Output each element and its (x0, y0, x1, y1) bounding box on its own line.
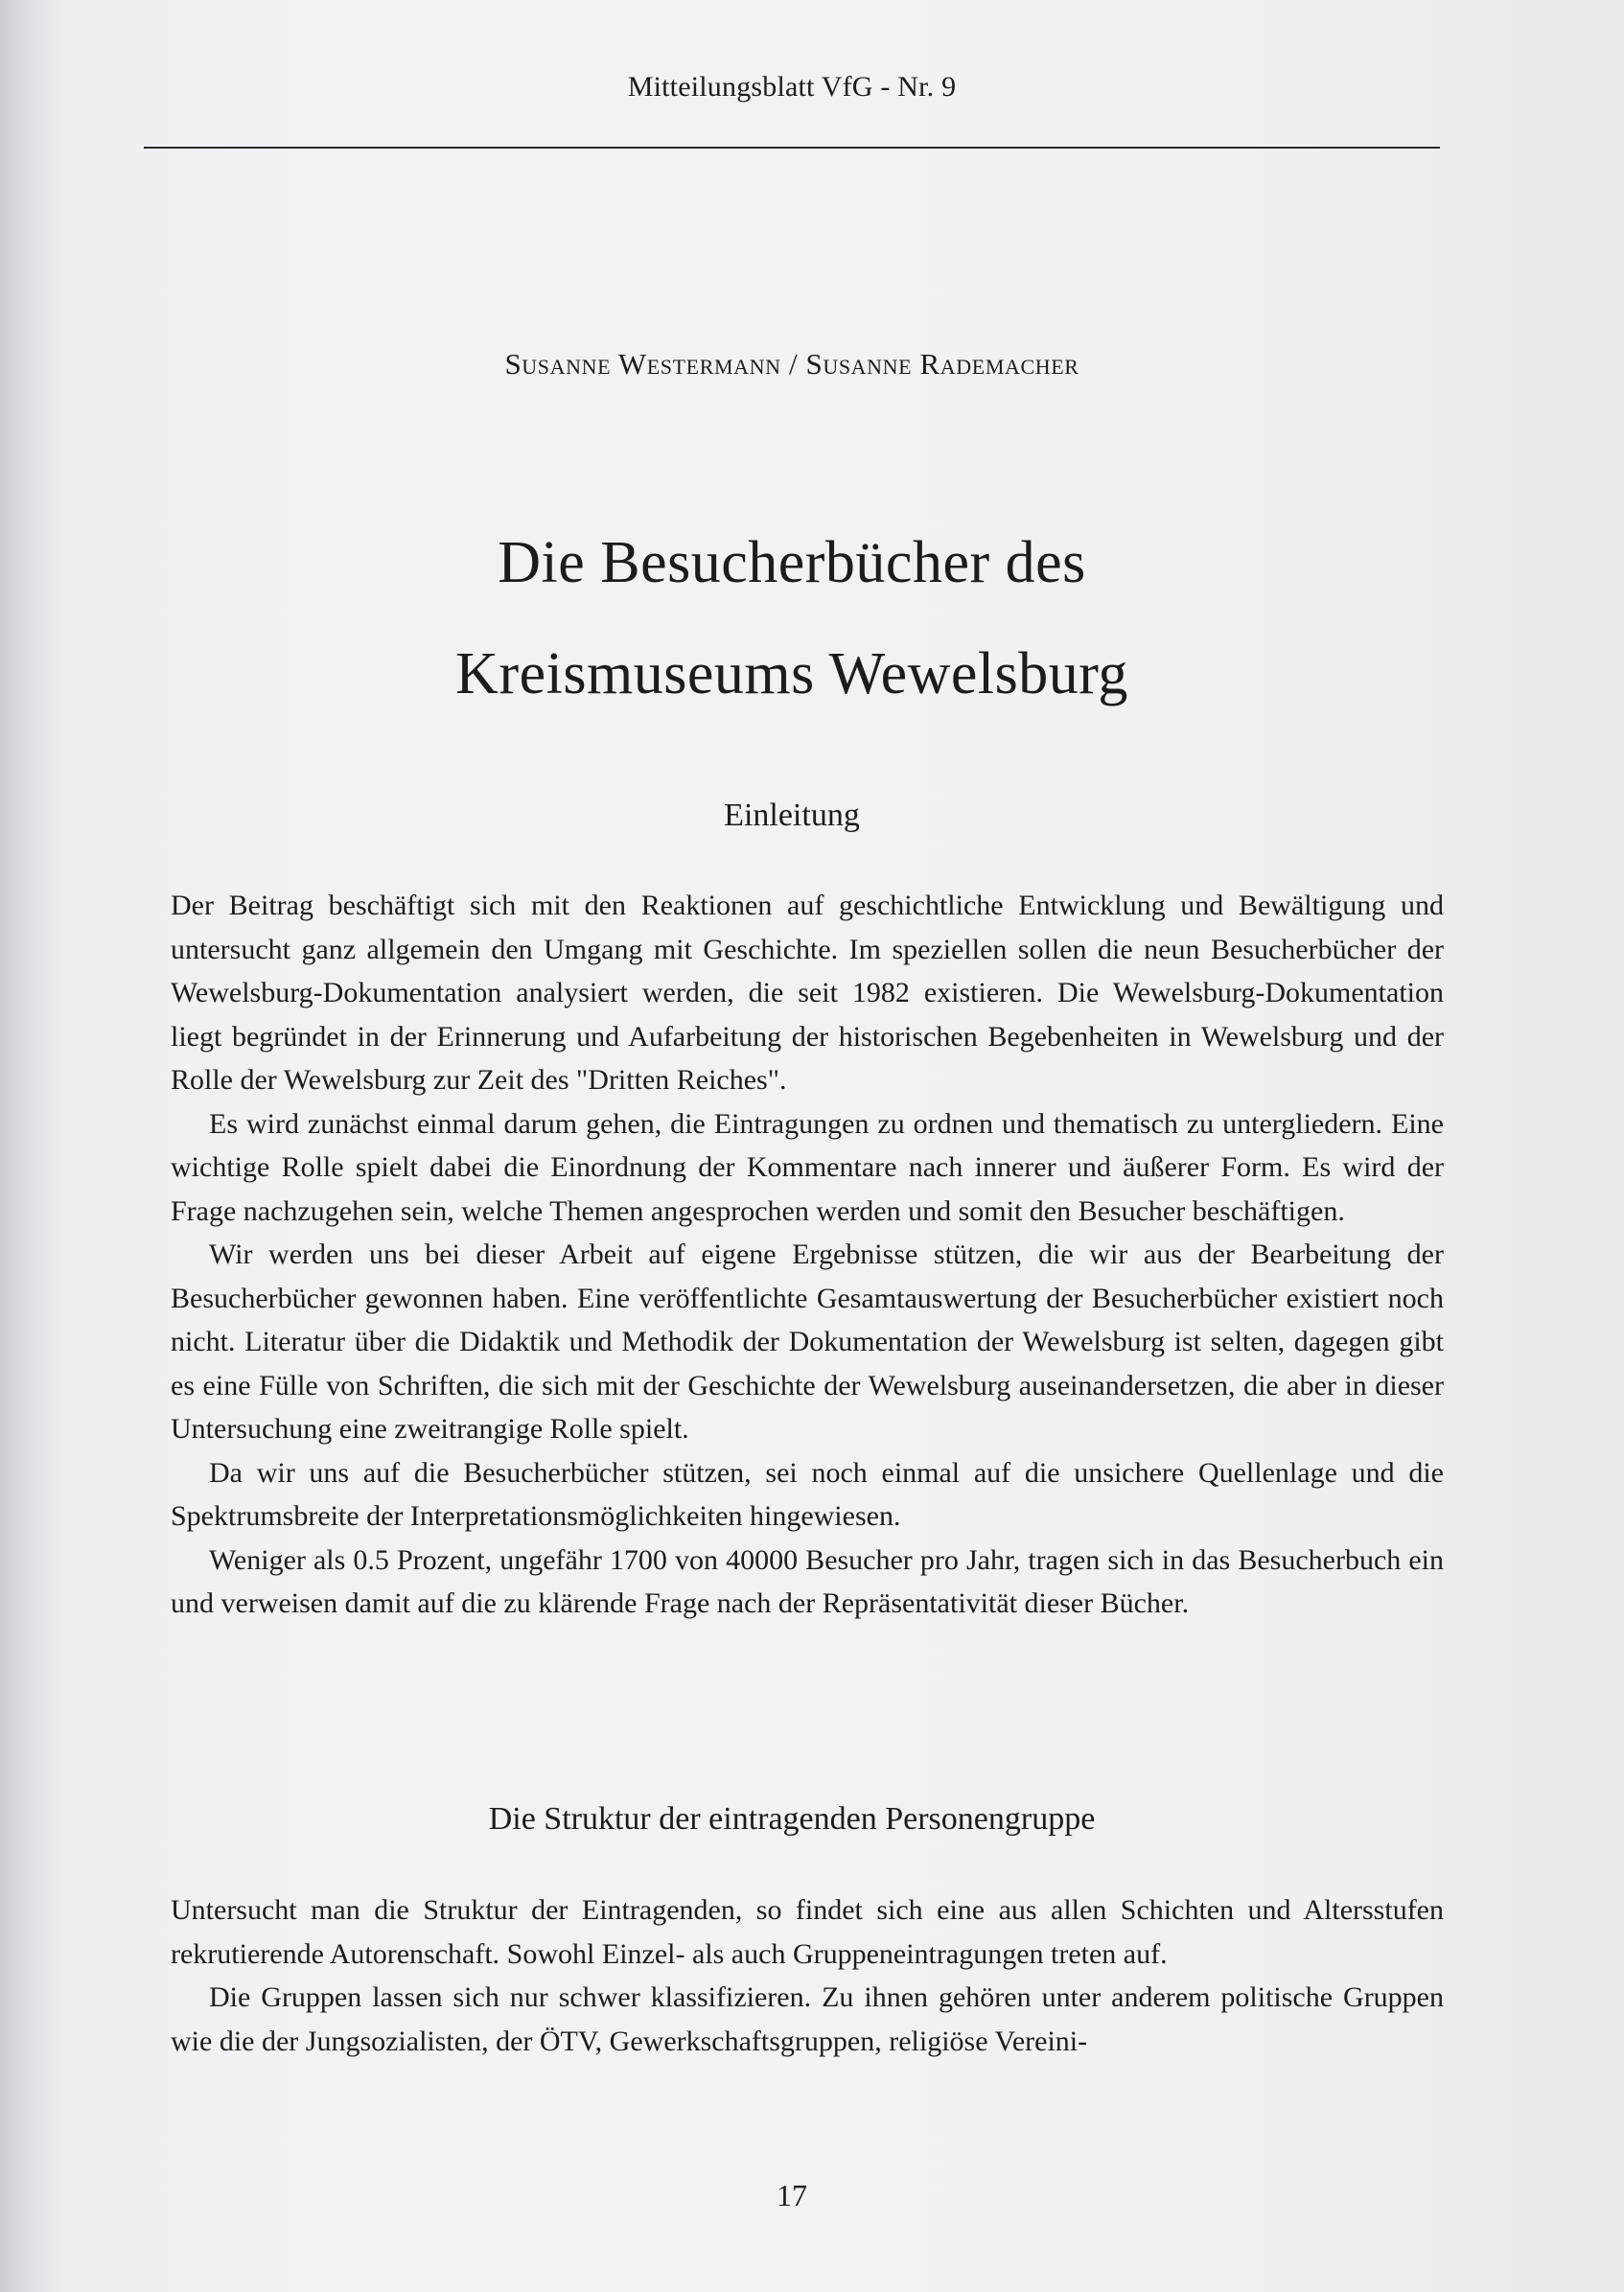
article-title-line-2: Kreismuseums Wewelsburg (455, 641, 1128, 706)
running-head: Mitteilungsblatt VfG - Nr. 9 (627, 71, 957, 103)
paragraph: Es wird zunächst einmal darum gehen, die Eintragungen zu ordnen und thematisch zu untergliedern. Eine wichtige Rolle spielt dabei die Einordnung der Kommentare nach innerer und äußerer Form. Es wird der Frage nachzugehen sein, welche Themen angesprochen werden und somit den Besucher beschäftigen. (171, 1107, 1444, 1227)
section-heading-struktur: Die Struktur der eintragenden Personengruppe (488, 1801, 1096, 1837)
einleitung-body (171, 884, 1444, 1626)
paragraph: Da wir uns auf die Besucherbücher stützen, sei noch einmal auf die unsichere Quellenlage und die Spektrumsbreite der Interpretationsmöglichkeiten hingewiesen. (171, 1456, 1444, 1532)
paragraph: Wir werden uns bei dieser Arbeit auf eigene Ergebnisse stützen, die wir aus der Bearbeitung der Besucherbücher gewonnen haben. Eine veröffentlichte Gesamtauswertung der Besucherbücher existiert noch nicht. Literatur über die Didaktik und Methodik der Dokumentation der Wewelsburg ist selten, dagegen gibt es eine Fülle von Schriften, die sich mit der Geschichte der Wewelsburg auseinandersetzen, die aber in dieser Untersuchung eine zweitrangige Rolle spielt. (171, 1239, 1444, 1445)
article-authors: Susanne Westermann / Susanne Rademacher (504, 347, 1079, 381)
paragraph: Untersucht man die Struktur der Eintragenden, so findet sich eine aus allen Schichten und Altersstufen rekrutierende Autorenschaft. Sowohl Einzel- als auch Gruppeneintragungen treten auf. (171, 1894, 1444, 1970)
article-title-line-1: Die Besucherbücher des (498, 530, 1086, 595)
paragraph: Weniger als 0.5 Prozent, ungefähr 1700 von 40000 Besucher pro Jahr, tragen sich in das Besucherbuch ein und verweisen damit auf die zu klärende Frage nach der Repräsentativität dieser Bücher. (171, 1543, 1444, 1619)
paragraph: Die Gruppen lassen sich nur schwer klassifizieren. Zu ihnen gehören unter anderem politische Gruppen wie die der Jungsozialisten, der ÖTV, Gewerkschaftsgruppen, religiöse Vereini- (171, 1981, 1444, 2057)
paragraph: Der Beitrag beschäftigt sich mit den Reaktionen auf geschichtliche Entwicklung und Bewältigung und untersucht ganz allgemein den Umgang mit Geschichte. Im speziellen sollen die neun Besucherbücher der Wewelsburg-Dokumentation analysiert werden, die seit 1982 existieren. Die Wewelsburg-Dokumentation liegt begründet in der Erinnerung und Aufarbeitung der historischen Begebenheiten in Wewelsburg und der Rolle der Wewelsburg zur Zeit des "Dritten Reiches". (171, 890, 1444, 1096)
struktur-body (171, 1888, 1444, 2063)
page-number: 17 (777, 2178, 807, 2212)
section-heading-einleitung: Einleitung (724, 798, 860, 833)
header-rule (144, 147, 1440, 149)
